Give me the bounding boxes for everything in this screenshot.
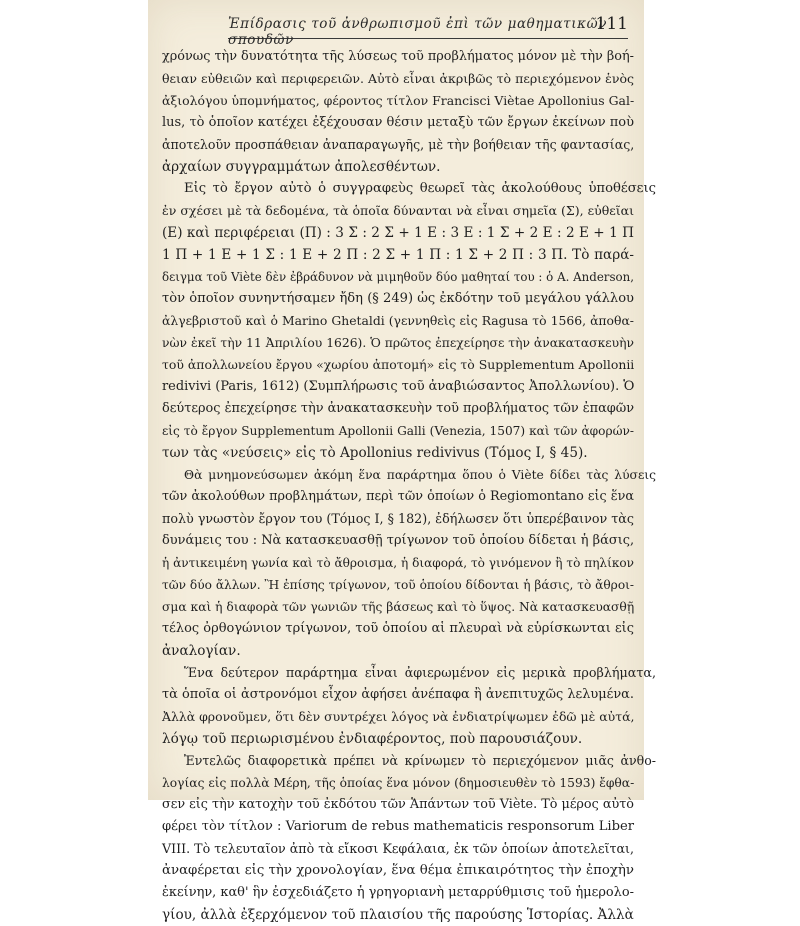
text-line: λογίας εἰς πολλὰ Μέρη, τῆς ὁποίας ἕνα μόνον (δημοσιευθὲν τὸ 1593) ἔφθα- <box>162 776 635 790</box>
running-title: Ἐπίδρασις τοῦ ἀνθρωπισμοῦ ἐπὶ τῶν μαθηματικῶν σπουδῶν <box>228 16 607 48</box>
text-line: ἀναλογίαν. <box>162 643 241 659</box>
text-line: Ἀλλὰ φρονοῦμεν, ὅτι δὲν συντρέχει λόγος νὰ ἐνδιατρίψωμεν ἐδῶ μὲ αὐτά, <box>162 709 635 724</box>
paragraph <box>162 662 656 750</box>
text-line: των τὰς «νεύσεις» εἰς τὸ Apollonius redivivus (Τόμος Ι, § 45). <box>162 445 588 461</box>
text-line: νὼν ἐκεῖ τὴν 11 Ἀπριλίου 1626). Ὁ πρῶτος ἐπεχείρησε τὴν ἀνακατασκευὴν <box>162 336 634 350</box>
text-line: χρόνως τὴν δυνατότητα τῆς λύσεως τοῦ προβλήματος μόνον μὲ τὴν βοή- <box>162 49 634 64</box>
text-line: Θὰ μνημονεύσωμεν ἀκόμη ἕνα παράρτημα ὅπου ὁ Viète δίδει τὰς λύσεις <box>184 468 656 482</box>
book-page <box>148 0 656 923</box>
text-line: τὰ ὁποῖα οἱ ἀστρονόμοι εἶχον ἀφήσει ἀνέπαφα ἢ ἀνεπιτυχῶς λελυμένα. <box>162 687 634 702</box>
text-line: τῶν ἀκολούθων προβλημάτων, περὶ τῶν ὁποίων ὁ Regiomontano εἰς ἕνα <box>162 489 634 504</box>
text-line: ἀλγεβριστοῦ καὶ ὁ Marino Ghetaldi (γεννηθεὶς εἰς Ragusa τὸ 1566, ἀποθα- <box>162 313 634 328</box>
text-line: δυνάμεις του : Νὰ κατασκευασθῇ τρίγωνον τοῦ ὁποίου δίδεται ἡ βάσις, <box>162 533 635 548</box>
text-line: (Ε) καὶ περιφέρειαι (Π) : 3 Σ : 2 Σ + 1 Ε : 3 Ε : 1 Σ + 2 Ε : 2 Ε + 1 Π <box>162 225 634 241</box>
text-line: ἐν σχέσει μὲ τὰ δεδομένα, τὰ ὁποῖα δύνανται νὰ εἶναι σημεῖα (Σ), εὐθεῖαι <box>162 203 634 218</box>
text-line: VIII. Τὸ τελευταῖον ἀπὸ τὰ εἴκοσι Κεφάλαια, ἐκ τῶν ὁποίων ἀποτελεῖται, <box>162 841 634 856</box>
running-head <box>228 14 628 48</box>
paragraph <box>162 178 656 464</box>
text-line: τὸν ὁποῖον συνηντήσαμεν ἤδη (§ 249) ὡς ἐκδότην τοῦ μεγάλου γάλλου <box>162 291 634 306</box>
text-line: ἀξιολόγου ὑπομνήματος, φέροντος τίτλον Francisci Viètae Apollonius Gal- <box>162 93 635 108</box>
page-number: 111 <box>595 14 628 34</box>
text-line: Εἰς τὸ ἔργον αὐτὸ ὁ συγγραφεὺς θεωρεῖ τὰς ἀκολούθους ὑποθέσεις <box>184 181 656 196</box>
text-line: Ἕνα δεύτερον παράρτημα εἶναι ἀφιερωμένον εἰς μερικὰ προβλήματα, <box>184 665 656 680</box>
text-line: τῶν δύο ἄλλων. Ἢ ἐπίσης τρίγωνον, τοῦ ὁποίου δίδονται ἡ βάσις, τὸ ἄθροι- <box>162 578 634 592</box>
text-line: γίου, ἀλλὰ ἐξερχόμενον τοῦ πλαισίου τῆς παρούσης Ἱστορίας. Ἀλλὰ <box>162 907 634 923</box>
text-line: lus, τὸ ὁποῖον κατέχει ἐξέχουσαν θέσιν μεταξὺ τῶν ἔργων ἐκείνων ποὺ <box>162 115 634 130</box>
text-line: δειγμα τοῦ Viète δὲν ἐβράδυνον νὰ μιμηθοῦν δύο μαθηταί του : ὁ A. Anderson, <box>162 270 634 284</box>
text-line: λόγῳ τοῦ περιωρισμένου ἐνδιαφέροντος, ποὺ παρουσιάζουν. <box>162 731 583 747</box>
text-line: σεν εἰς τὴν κατοχὴν τοῦ ἐκδότου τῶν Ἁπάντων τοῦ Viète. Τὸ μέρος αὐτὸ <box>162 797 634 812</box>
text-line: ἀποτελοῦν προσπάθειαν ἀναπαραγωγῆς, μὲ τὴν βοήθειαν τῆς φαντασίας, <box>162 137 635 152</box>
text-line: τέλος ὀρθογώνιον τρίγωνον, τοῦ ὁποίου αἱ πλευραὶ νὰ εὑρίσκωνται εἰς <box>162 621 634 636</box>
text-line: πολὺ γνωστὸν ἔργον του (Τόμος Ι, § 182), ἐδήλωσεν ὅτι ὑπερέβαινον τὰς <box>162 511 634 526</box>
text-line: Ἐντελῶς διαφορετικὰ πρέπει νὰ κρίνωμεν τὸ περιεχόμενον μιᾶς ἀνθο- <box>184 753 656 768</box>
text-line: θειαν εὐθειῶν καὶ περιφερειῶν. Αὐτὸ εἶναι ἀκριβῶς τὸ περιεχόμενον ἑνὸς <box>162 71 634 86</box>
text-line: τοῦ ἀπολλωνείου ἔργου «χωρίου ἀποτομή» εἰς τὸ Supplementum Apollonii <box>162 357 635 372</box>
text-line: ἐκείνην, καθ' ἣν ἐσχεδιάζετο ἡ γρηγοριανὴ μεταρρύθμισις τοῦ ἡμερολο- <box>162 885 634 900</box>
text-line: ἡ ἀντικειμένη γωνία καὶ τὸ ἄθροισμα, ἡ διαφορά, τὸ γινόμενον ἢ τὸ πηλίκον <box>162 556 634 570</box>
body-text <box>162 46 656 926</box>
text-line: σμα καὶ ἡ διαφορὰ τῶν γωνιῶν τῆς βάσεως καὶ τὸ ὕψος. Νὰ κατασκευασθῇ <box>162 600 635 614</box>
text-line: δεύτερος ἐπεχείρησε τὴν ἀνακατασκευὴν τοῦ προβλήματος τῶν ἐπαφῶν <box>162 401 635 416</box>
text-line: redivivi (Paris, 1612) (Συμπλήρωσις τοῦ ἀναβιώσαντος Ἀπολλωνίου). Ὁ <box>162 379 635 394</box>
paragraph <box>162 46 634 178</box>
text-line: ἀρχαίων συγγραμμάτων ἀπολεσθέντων. <box>162 159 441 175</box>
text-line: ἀναφέρεται εἰς τὴν χρονολογίαν, ἕνα θέμα ἐπικαιρότητος τὴν ἐποχὴν <box>162 863 634 878</box>
text-line: εἰς τὸ ἔργον Supplementum Apollonii Galli (Venezia, 1507) καὶ τῶν ἀφορών- <box>162 424 634 438</box>
paragraph <box>162 464 656 662</box>
text-line: φέρει τὸν τίτλον : Variorum de rebus mathematicis responsorum Liber <box>162 819 635 834</box>
text-line: 1 Π + 1 Ε + 1 Σ : 1 Ε + 2 Π : 2 Σ + 1 Π : 1 Σ + 2 Π : 3 Π. Τὸ παρά- <box>162 247 634 263</box>
paragraph <box>162 750 656 926</box>
